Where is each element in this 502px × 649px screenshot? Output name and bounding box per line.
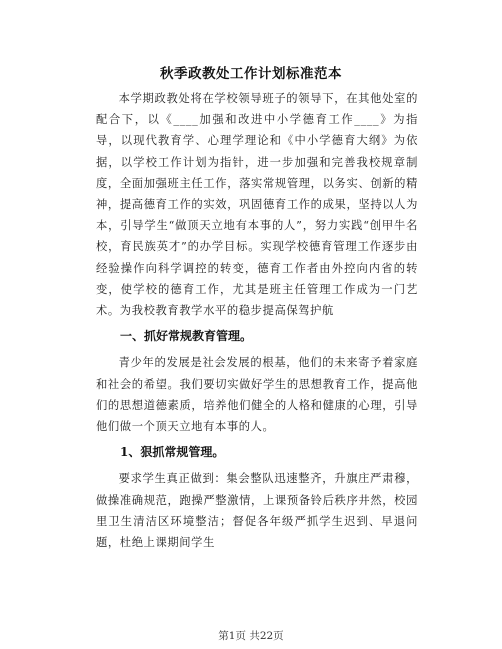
subsection-paragraph: 要求学生真正做到：集会整队迅速整齐，升旗庄严肃穆，做操准确规范，跑操严整激情，上课预备铃后秩序井然，校园里卫生清洁区环境整洁；督促各年级严抓学生迟到、早退问题，杜绝上课期间学生 xyxy=(96,472,418,550)
document-body xyxy=(96,88,418,553)
intro-paragraph: 本学期政教处将在学校领导班子的领导下，在其他处室的配合下，以《____加强和改进中小学德育工作____》为指导，以现代教育学、心理学理论和《中小学德育大纲》为依据，以学校工作计划为指针，进一步加强和完善我校规章制度，全面加强班主任工作，落实常规管理，以务实、创新的精神，提高德育工作的实效，巩固德育工作的成果，坚持以人为本，引导学生“做顶天立地有本事的人”，努力实践“创甲牛名校，育民族英才”的办学目标。实现学校德育管理工作逐步由经验操作向科学调控的转变，德育工作者由外控向内省的转变，使学校的德育工作，尤其是班主任管理工作成为一门艺术。为我校教育教学水平的稳步提高保驾护航 xyxy=(96,92,418,318)
page-title: 秋季政教处工作计划标准范本 xyxy=(160,66,342,82)
page-number: 第1页 共22页 xyxy=(218,630,284,642)
section-heading: 一、抓好常规教育管理。 xyxy=(120,329,253,344)
subsection-heading: 1、狠抓常规管理。 xyxy=(120,445,225,460)
section-paragraph: 青少年的发展是社会发展的根基，他们的未来寄予着家庭和社会的希望。我们要切实做好学生的思想教育工作，提高他们的思想道德素质，培养他们健全的人格和健康的心理，引导他们做一个顶天立地有本事的人。 xyxy=(96,356,418,434)
